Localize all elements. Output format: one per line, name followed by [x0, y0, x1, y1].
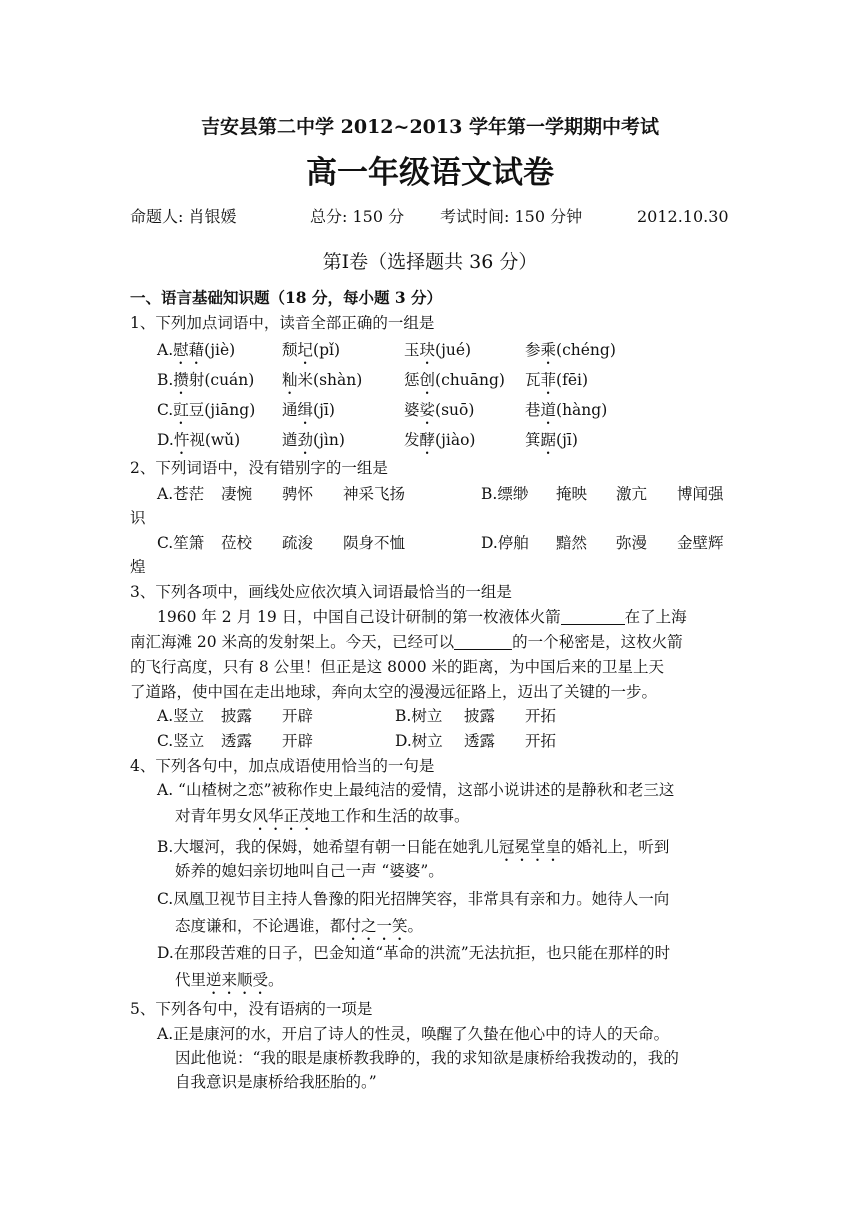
q3-word: 透露 [464, 732, 496, 750]
q3-word: A.竖立 [157, 707, 205, 725]
q4-idiom: 风华正茂 [252, 807, 315, 825]
q4-text: 态度谦和，不论遇谁，都 [175, 917, 346, 935]
q4-text: 。 [268, 971, 284, 989]
q3-word: 开拓 [525, 732, 557, 750]
q2-word: A.苍茫 [157, 485, 205, 503]
exam-time: 考试时间: 150 分钟 [440, 207, 583, 226]
q2-word: C.笙箫 [157, 534, 205, 552]
q5-option-a: A.正是康河的水，开启了诗人的性灵，唤醒了久蛰在他心中的诗人的天命。 [157, 1025, 670, 1043]
q1-option: 惩创(chuāng) [404, 371, 505, 389]
q2-word: 博闻强 [677, 485, 724, 503]
q3-passage-line [157, 610, 687, 626]
q3-passage-line: 的飞行高度，只有 8 公里！但正是这 8000 米的距离，为中国后来的卫星上天 [130, 658, 665, 676]
q2-wrap: 煌 [130, 558, 146, 576]
q1-option: 通缉(jī) [282, 401, 335, 419]
fill-blank [454, 648, 512, 650]
q3-stem: 3、下列各项中，画线处应依次填入词语最恰当的一组是 [130, 583, 512, 601]
q1-option: C.豇豆(jiāng) [157, 401, 256, 419]
q3-word: 开辟 [282, 732, 314, 750]
q3-text: 的一个秘密是，这枚火箭 [512, 633, 683, 651]
q2-word: 黯然 [556, 534, 588, 552]
q1-option: 籼米(shàn) [282, 371, 363, 389]
q3-passage-line: 了道路，使中国在走出地球，奔向太空的漫漫远征路上，迈出了关键的一步。 [130, 683, 658, 701]
q1-option: 婆娑(suō) [404, 401, 475, 419]
q2-word: 金壁辉 [677, 534, 724, 552]
q3-text: 在了上海 [624, 608, 687, 626]
q4-idiom: 冠冕堂皇 [498, 838, 561, 856]
q2-wrap: 识 [130, 509, 146, 527]
total-score: 总分: 150 分 [310, 207, 405, 226]
q4-text: 地工作和生活的故事。 [314, 807, 470, 825]
q3-word: 披露 [221, 707, 253, 725]
q1-option: 箕踞(jī) [525, 431, 578, 449]
q2-word: 弥漫 [616, 534, 648, 552]
q3-word: 开辟 [282, 707, 314, 725]
q2-word: 莅校 [221, 534, 253, 552]
part-heading: 一、语言基础知识题（18 分，每小题 3 分） [130, 288, 443, 307]
q4-stem: 4、下列各句中，加点成语使用恰当的一句是 [130, 757, 435, 775]
q3-word: D.树立 [395, 732, 443, 750]
fill-blank [561, 623, 625, 625]
q5-option-a-cont: 自我意识是康桥给我胚胎的。” [175, 1073, 377, 1091]
q1-option: 玉玦(jué) [404, 341, 472, 359]
q2-word: 陨身不恤 [343, 534, 406, 552]
exam-date: 2012.10.30 [637, 207, 729, 226]
q4-text: 。 [407, 917, 424, 935]
author: 命题人: 肖银媛 [130, 207, 237, 226]
q4-option-c: C.凤凰卫视节目主持人鲁豫的阳光招牌笑容，非常具有亲和力。她待人一向 [157, 890, 670, 908]
q4-option-b [157, 838, 669, 865]
q4-idiom: 付之一笑 [345, 917, 408, 935]
q4-text: B.大堰河，我的保姆，她希望有朝一日能在她乳儿 [157, 838, 499, 856]
q1-option: A.慰藉(jiè) [157, 341, 236, 359]
exam-title: 高一年级语文试卷 [306, 155, 554, 191]
q4-text: 代里 [175, 971, 207, 989]
q4-text: 对青年男女 [175, 807, 253, 825]
q4-option-a: A. “山楂树之恋”被称作史上最纯洁的爱情，这部小说讲述的是静秋和老三这 [157, 781, 675, 799]
q1-option: D.忤视(wǔ) [157, 431, 241, 449]
q1-option: B.攒射(cuán) [157, 371, 255, 389]
q2-word: 掩映 [556, 485, 588, 503]
school-title: 吉安县第二中学 2012~2013 学年第一学期期中考试 [201, 116, 659, 138]
q1-option: 参乘(chéng) [525, 341, 616, 359]
q1-option: 颓圮(pǐ) [282, 341, 341, 359]
q1-option: 瓦菲(fēi) [525, 371, 588, 389]
q2-word: 激亢 [616, 485, 648, 503]
q2-word: 神采飞扬 [343, 485, 406, 503]
q4-option-c-cont [175, 917, 423, 944]
q4-option-a-cont [175, 807, 470, 834]
q3-word: B.树立 [395, 707, 443, 725]
q3-word: C.竖立 [157, 732, 205, 750]
q1-stem: 1、下列加点词语中，读音全部正确的一组是 [130, 314, 435, 332]
q2-word: 骋怀 [282, 485, 314, 503]
q2-stem: 2、下列词语中，没有错别字的一组是 [130, 459, 388, 477]
q3-word: 开拓 [525, 707, 557, 725]
q2-word: 疏浚 [282, 534, 314, 552]
q4-text: 的婚礼上，听到 [560, 838, 670, 856]
q5-option-a-cont: 因此他说：“我的眼是康桥教我睁的，我的求知欲是康桥给我拨动的，我的 [175, 1049, 679, 1067]
q4-option-d: D.在那段苦难的日子，巴金知道“革命的洪流”无法抗拒，也只能在那样的时 [157, 944, 671, 962]
q1-option: 巷道(hàng) [525, 401, 608, 419]
section-title: 第Ⅰ卷（选择题共 36 分） [322, 251, 538, 273]
q2-word: 凄惋 [221, 485, 253, 503]
q1-option: 发酵(jiào) [404, 431, 476, 449]
q1-option: 遒劲(jìn) [282, 431, 345, 449]
q4-idiom: 逆来顺受 [206, 971, 269, 989]
q4-option-d-cont [175, 971, 284, 998]
q2-word: D.停舶 [481, 534, 529, 552]
q5-stem: 5、下列各句中，没有语病的一项是 [130, 1000, 373, 1018]
q3-word: 透露 [221, 732, 253, 750]
q3-text: 南汇海滩 20 米高的发射架上。今天，已经可以 [130, 633, 455, 651]
q4-option-b-cont: 娇养的媳妇亲切地叫自己一声 “婆婆”。 [175, 862, 444, 880]
q3-word: 披露 [464, 707, 496, 725]
q3-passage-line [130, 635, 683, 651]
q3-text: 1960 年 2 月 19 日，中国自己设计研制的第一枚液体火箭 [157, 608, 561, 626]
q2-word: B.缥缈 [481, 485, 529, 503]
